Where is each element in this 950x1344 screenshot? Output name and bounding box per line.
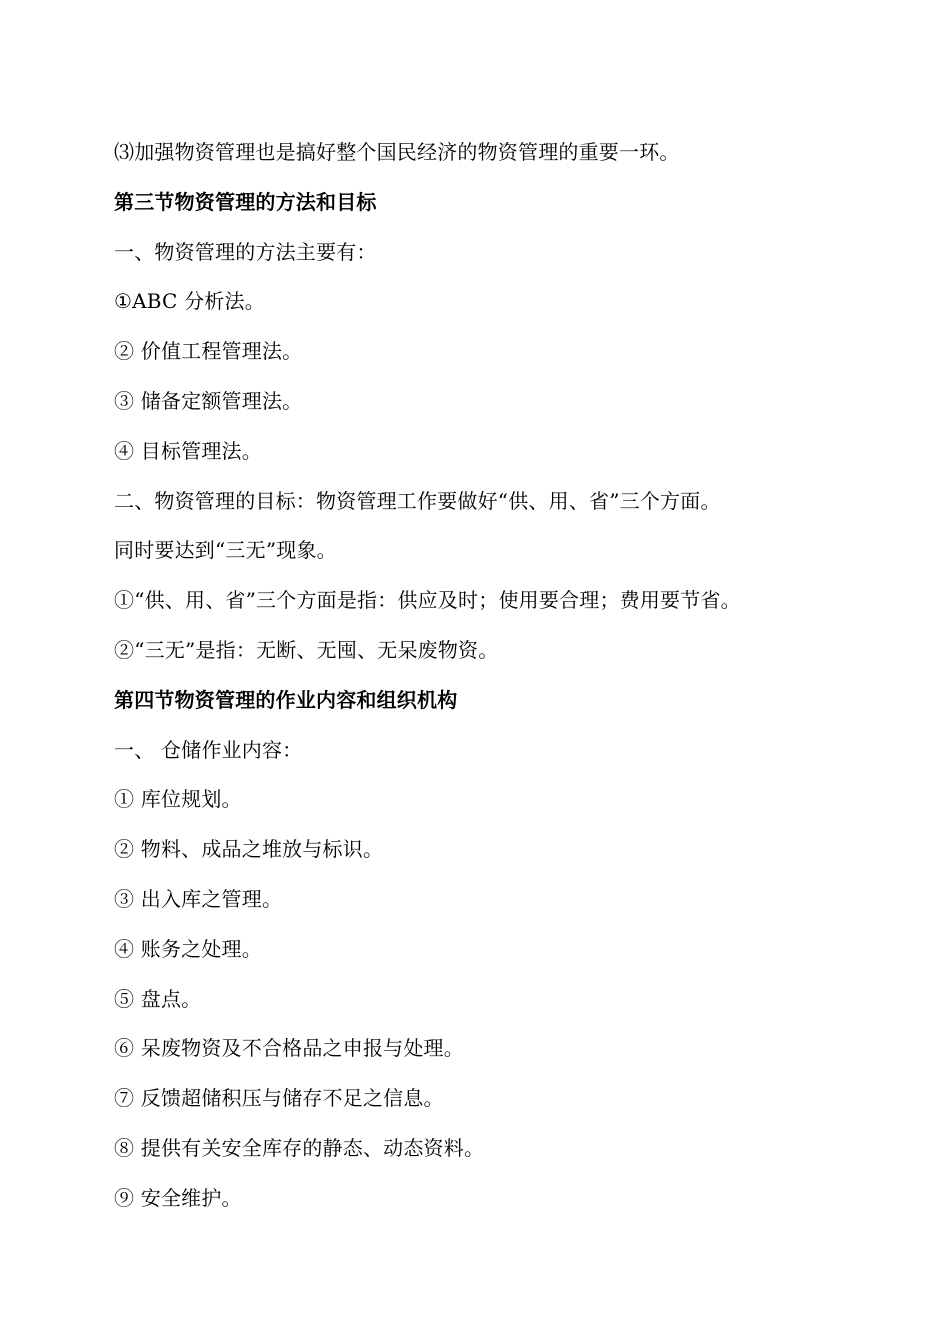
method-item-4: ④ 目标管理法。	[114, 438, 262, 463]
method-item-3: ③ 储备定额管理法。	[114, 388, 303, 413]
warehouse-item-6: ⑥ 呆废物资及不合格品之申报与处理。	[114, 1036, 464, 1061]
paragraph-point-3: ⑶加强物资管理也是搞好整个国民经济的物资管理的重要一环。	[114, 140, 680, 164]
warehouse-item-1: ① 库位规划。	[114, 787, 242, 812]
method-item-2: ② 价值工程管理法。	[114, 339, 303, 364]
method-item-1: ①ABC 分析法。	[114, 289, 265, 314]
section-heading-4: 第四节物资管理的作业内容和组织机构	[114, 687, 458, 712]
warehouse-item-8: ⑧ 提供有关安全库存的静态、动态资料。	[114, 1135, 485, 1160]
warehouse-item-4: ④ 账务之处理。	[114, 936, 262, 961]
goal-item-1: ①“供、用、省”三个方面是指：供应及时；使用要合理；费用要节省。	[114, 588, 741, 613]
goals-continuation: 同时要达到“三无”现象。	[114, 538, 337, 563]
warehouse-item-7: ⑦ 反馈超储积压与储存不足之信息。	[114, 1086, 444, 1111]
warehouse-item-2: ② 物料、成品之堆放与标识。	[114, 837, 384, 862]
subheading-goals: 二、物资管理的目标：物资管理工作要做好“供、用、省”三个方面。	[114, 488, 721, 513]
warehouse-item-3: ③ 出入库之管理。	[114, 886, 283, 911]
document-body	[114, 132, 844, 1228]
section-heading-3: 第三节物资管理的方法和目标	[114, 189, 377, 214]
warehouse-item-9: ⑨ 安全维护。	[114, 1185, 242, 1210]
subheading-warehouse: 一、 仓储作业内容：	[114, 737, 303, 762]
subheading-methods: 一、物资管理的方法主要有：	[114, 239, 377, 264]
warehouse-item-5: ⑤ 盘点。	[114, 986, 202, 1011]
goal-item-2: ②“三无”是指：无断、无囤、无呆废物资。	[114, 637, 499, 662]
